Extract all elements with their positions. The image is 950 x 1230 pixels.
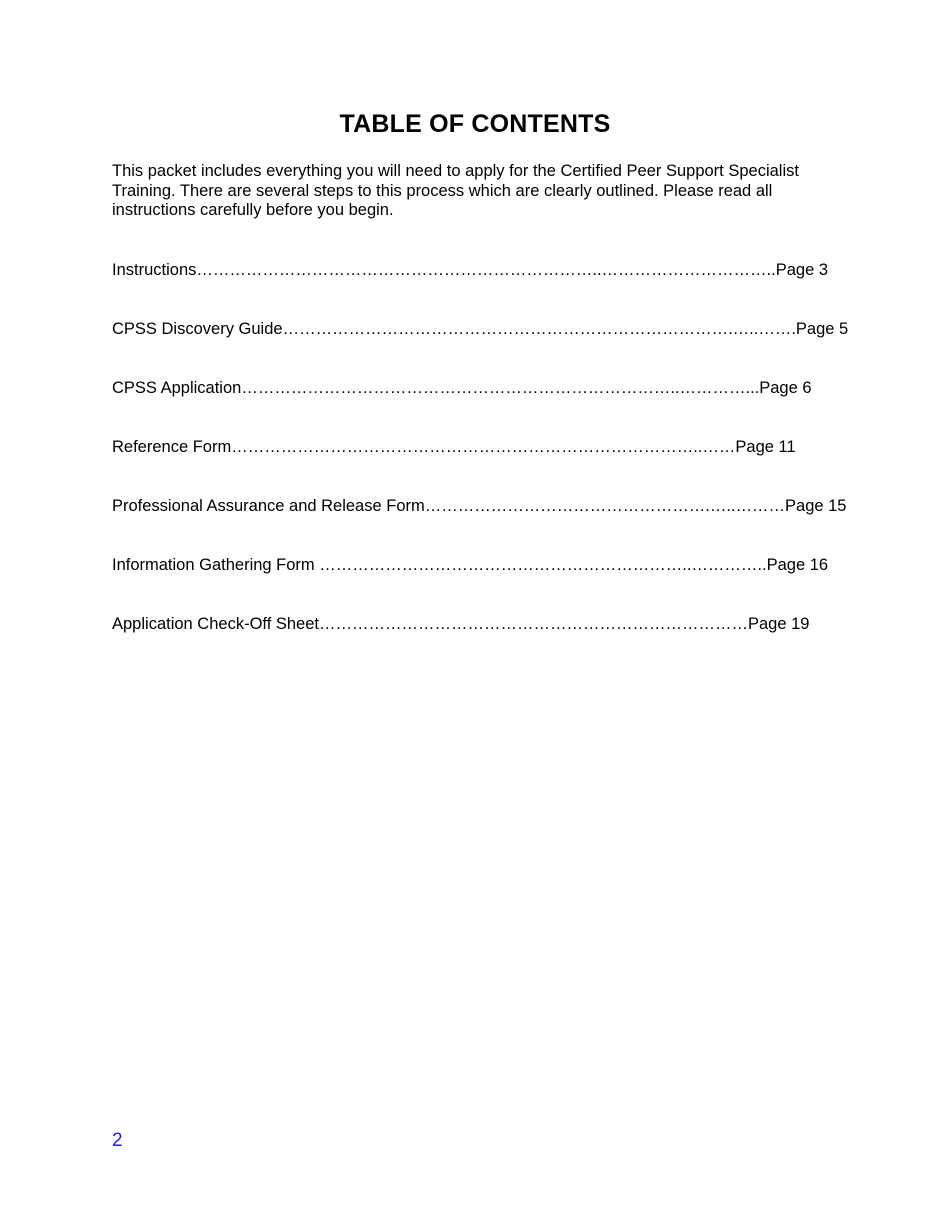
toc-entry-reference-form [112, 436, 796, 458]
toc-entry-page: Page 15 [785, 497, 847, 515]
toc-entry-information-gathering-form [112, 554, 828, 576]
toc-entry-professional-assurance [112, 495, 847, 517]
toc-entry-leader: …………………………………………….…..……… [424, 497, 786, 515]
toc-entry-cpss-application [112, 377, 812, 399]
toc-entry-page: Page 6 [759, 379, 812, 397]
intro-paragraph: This packet includes everything you will need to apply for the Certified Peer Support Specialist Training. There are several steps to this process which are clearly outlined. Please read all instructions carefully before you begin. [112, 162, 799, 220]
toc-entry-leader: …………………………………………………………………………..…… [231, 438, 736, 456]
toc-entry-label: CPSS Application [112, 379, 242, 397]
toc-entry-page: Page 11 [735, 438, 796, 456]
page-title: TABLE OF CONTENTS [339, 110, 611, 138]
toc-entry-leader: ………………………………………………………………..………………………….. [196, 261, 776, 279]
toc-entry-leader: ……………………………………………………………………….…..……. [282, 320, 796, 338]
toc-entry-page: Page 5 [795, 320, 849, 338]
toc-entry-label: CPSS Discovery Guide [112, 320, 283, 338]
toc-entry-label: Instructions [112, 261, 197, 279]
toc-entry-leader: ……………………………………………………………………..…………... [241, 379, 760, 397]
toc-entry-leader: …………………………………………………………………… [318, 615, 748, 633]
toc-entry-page: Page 3 [775, 261, 829, 279]
toc-entry-label: Reference Form [112, 438, 232, 456]
toc-entry-page: Page 19 [747, 615, 810, 633]
toc-entry-instructions [112, 259, 828, 281]
toc-entry-label: Information Gathering Form [112, 556, 320, 574]
toc-entry-page: Page 16 [766, 556, 829, 574]
toc-entry-label: Application Check-Off Sheet [112, 615, 319, 633]
toc-entry-label: Professional Assurance and Release Form [112, 497, 425, 515]
toc-entry-leader: …………………………………………………………..………….. [319, 556, 767, 574]
toc-entry-cpss-discovery-guide [112, 318, 848, 340]
toc-entry-application-check-off-sheet [112, 613, 809, 635]
page-number: 2 [112, 1130, 123, 1151]
